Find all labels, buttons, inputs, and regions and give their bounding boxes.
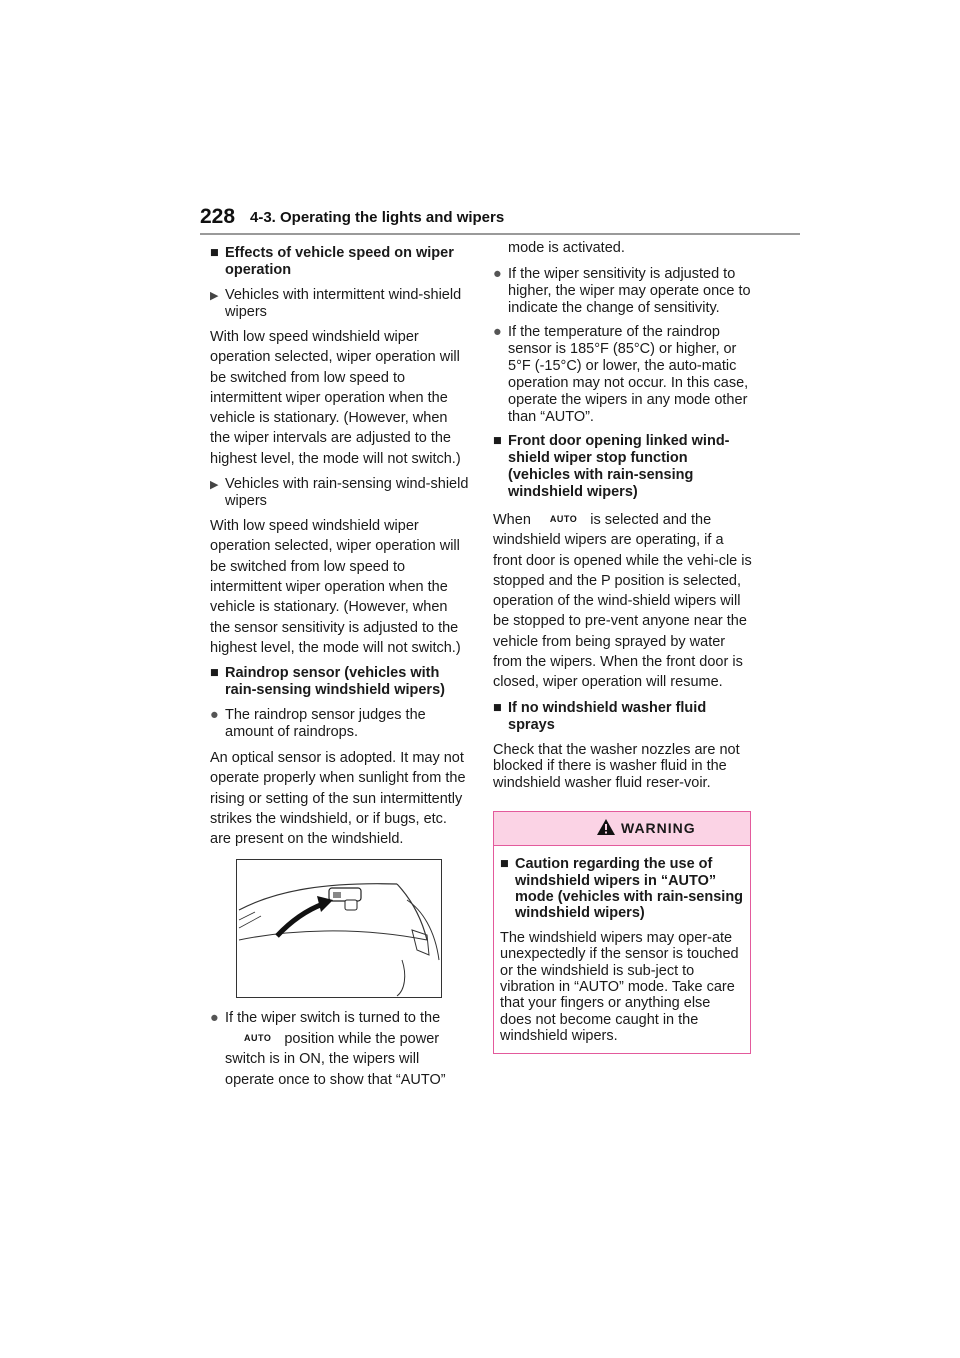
rain-text: With low speed windshield wiper operation selected, wiper operation will be switched from low speed to intermittent wiper operation when the vehicle is stationary. (However, when the sensor sensitivity is adjusted to the highest level, the mode will not switch.) (210, 518, 461, 656)
auto-position-bullet: ● If the wiper switch is turned to the AUTO position while the power switch is in ON, the wipers will operate once to show that “AUTO” (210, 1009, 446, 1088)
washer-text: Check that the washer nozzles are not blocked if there is washer fluid in the windshield washer fluid reser-voir. (493, 741, 740, 791)
speed-heading: ■ Effects of vehicle speed on wiper operation (210, 245, 454, 278)
optical-text: An optical sensor is adopted. It may not operate properly when sunlight from the rising or setting of the sun intermittently strikes the windshield, or if bugs, etc. are present on the windshield. (210, 750, 466, 848)
warning-heading: ■ Caution regarding the use of windshield wipers in “AUTO” mode (vehicles with rain-sensing windshield wipers) (500, 856, 744, 922)
square-bullet-icon: ■ (493, 699, 502, 716)
warning-body (494, 846, 750, 1052)
temperature-bullet: ● If the temperature of the raindrop sensor is 185°F (85°C) or higher, or 5°F (-15°C) or lower, the auto-matic operation may not occur. In this case, operate the wipers in any mode other than “AUTO”. (493, 324, 749, 425)
warning-title: WARNING (621, 820, 696, 837)
auto-mode-icon: AUTO (549, 514, 578, 524)
door-text: When AUTO is selected and the windshield wipers are operating, if a front door is opened while the vehi-cle is stopped and the P position is selected, operation of the wind-shield wipers will be stopped to pre-vent anyone near the vehicle from being sprayed by water from the wipers. When the front door is closed, wiper operation will resume. (493, 509, 753, 693)
washer-heading: ■ If no windshield washer fluid sprays (493, 699, 707, 733)
windshield-sensor-illustration (236, 859, 442, 998)
square-bullet-icon: ■ (210, 245, 219, 261)
header-rule (200, 233, 800, 235)
triangle-bullet-icon: ▶ (210, 479, 219, 492)
door-heading: ■ Front door opening linked wind-shield wiper stop function (vehicles with rain-sensing windshield wipers) (493, 433, 730, 500)
rain-label: ▶ Vehicles with rain-sensing wind-shield wipers (210, 476, 469, 510)
right-column (493, 240, 753, 1054)
page-header (200, 205, 800, 235)
circle-bullet-icon: ● (493, 324, 502, 340)
raindrop-bullet: ● The raindrop sensor judges the amount of raindrops. (210, 707, 426, 741)
auto-mode-icon: AUTO (244, 1032, 272, 1043)
warning-text: The windshield wipers may oper-ate unexpectedly if the sensor is touched or the windshield is sub-ject to vibration in “AUTO” mode. Take care that your fingers or anything else does not become caught in the windshield wipers. (500, 929, 739, 1045)
sensitivity-bullet: ● If the wiper sensitivity is adjusted to higher, the wiper may operate once to indicate the change of sensitivity. (493, 266, 751, 316)
square-bullet-icon: ■ (210, 665, 219, 682)
section-title: 4-3. Operating the lights and wipers (250, 209, 505, 226)
circle-bullet-icon: ● (210, 1009, 219, 1026)
warning-triangle-icon (596, 818, 616, 836)
mode-activated-text: mode is activated. (508, 240, 625, 256)
raindrop-heading: ■ Raindrop sensor (vehicles with rain-sensing windshield wipers) (210, 665, 445, 699)
intermittent-text: With low speed windshield wiper operation selected, wiper operation will be switched from low speed to intermittent wiper operation when the vehicle is stationary. (However, when the wiper intervals are adjusted to the highest level, the mode will not switch.) (210, 329, 461, 467)
warning-box (493, 811, 751, 1053)
circle-bullet-icon: ● (210, 707, 219, 724)
triangle-bullet-icon: ▶ (210, 290, 219, 302)
circle-bullet-icon: ● (493, 266, 502, 282)
square-bullet-icon: ■ (500, 856, 509, 873)
page-number: 228 (200, 205, 236, 228)
warning-header (494, 812, 750, 846)
left-column (210, 240, 470, 1097)
intermittent-label: ▶ Vehicles with intermittent wind-shield wipers (210, 287, 462, 320)
square-bullet-icon: ■ (493, 433, 502, 449)
